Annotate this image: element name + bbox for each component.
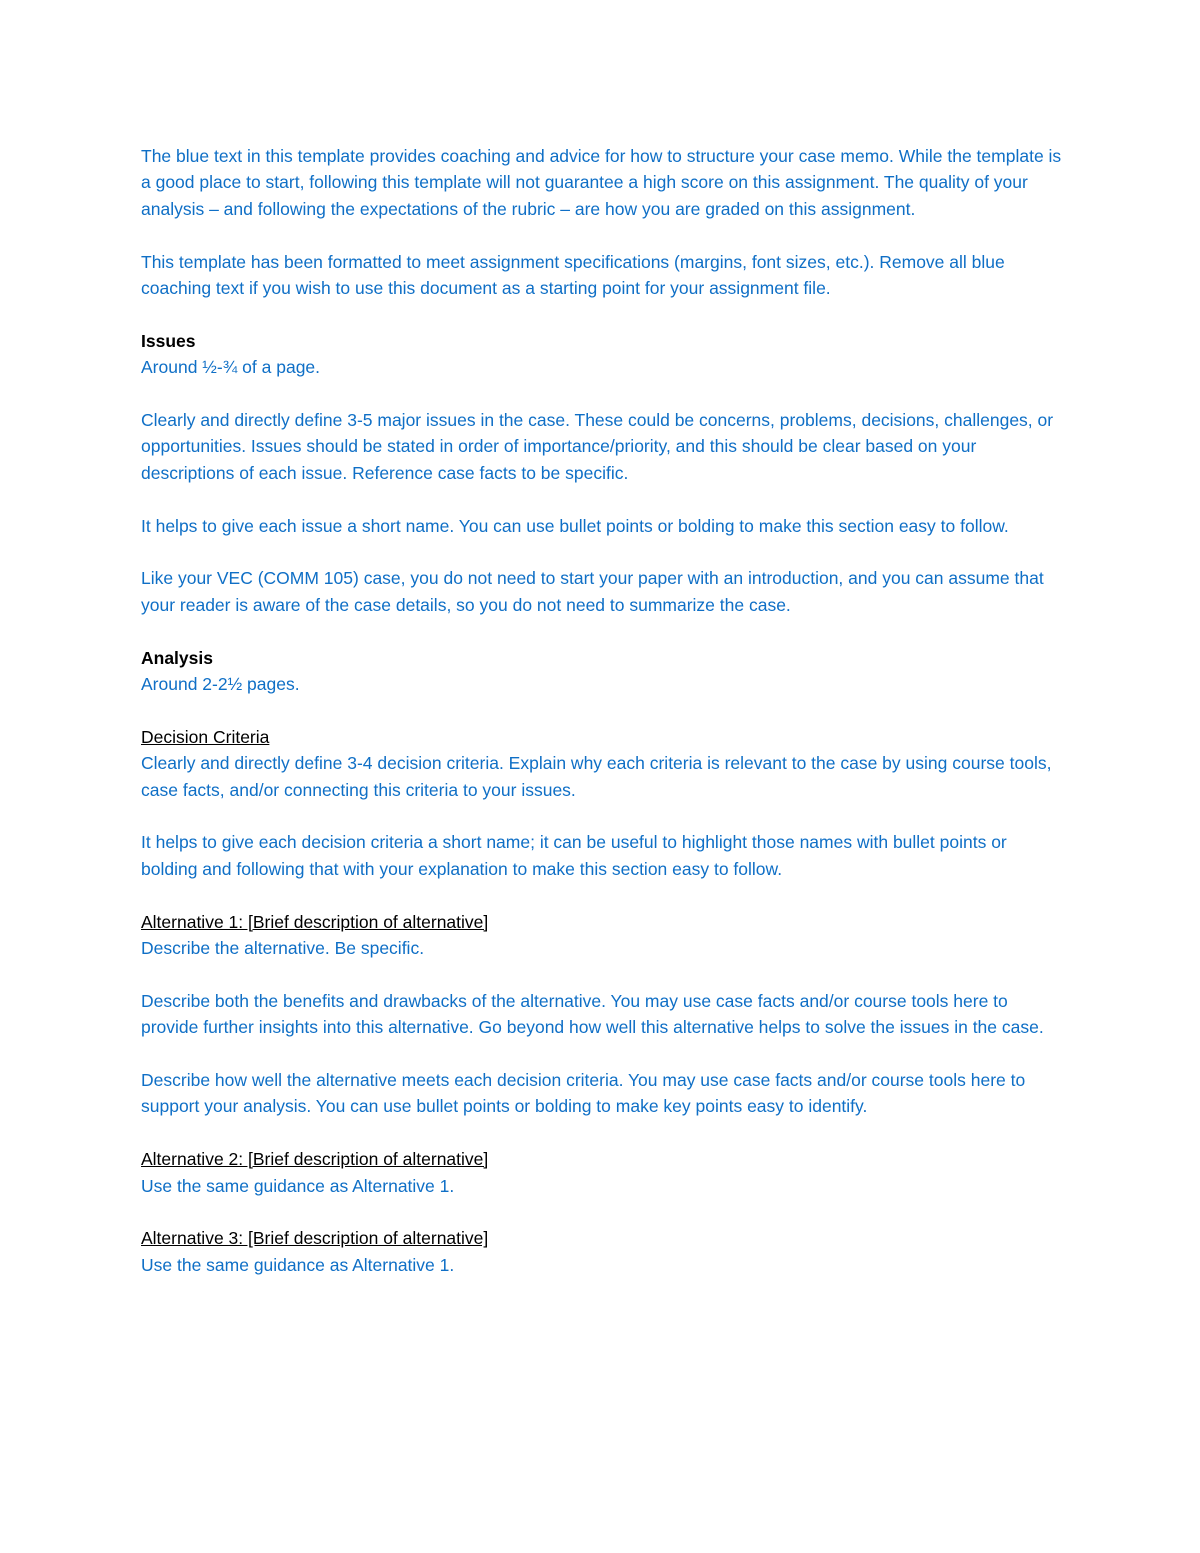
spacer [141,1041,1066,1067]
issues-heading: Issues [141,330,196,351]
document-page [141,143,1066,1278]
alternative-2-paragraph-1: Use the same guidance as Alternative 1. [141,1175,455,1196]
spacer [141,618,1066,644]
alternative-1-heading: Alternative 1: [Brief description of alternative] [141,911,489,932]
spacer [141,1199,1066,1225]
alternative-2-heading: Alternative 2: [Brief description of alternative] [141,1149,489,1170]
analysis-length: Around 2-2½ pages. [141,674,300,695]
spacer [141,1120,1066,1146]
alternative-1-paragraph-2: Describe both the benefits and drawbacks of the alternative. You may use case facts and/or course tools here to provide further insights into this alternative. Go beyond how well this alternative helps to solve the issues in the case. [141,990,1044,1038]
spacer [141,301,1066,327]
alternative-3-heading: Alternative 3: [Brief description of alternative] [141,1228,489,1249]
spacer [141,961,1066,987]
intro-paragraph-1: The blue text in this template provides coaching and advice for how to structure your case memo. While the template is a good place to start, following this template will not guarantee a high score on this assignment. The quality of your analysis – and following the expectations of the rubric – are how you are graded on this assignment. [141,146,1062,219]
spacer [141,222,1066,248]
analysis-heading: Analysis [141,647,213,668]
alternative-1-paragraph-3: Describe how well the alternative meets each decision criteria. You may use case facts and/or course tools here to support your analysis. You can use bullet points or bolding to make key points easy to identify. [141,1070,1026,1117]
spacer [141,882,1066,908]
issues-paragraph-1: Clearly and directly define 3-5 major issues in the case. These could be concerns, problems, decisions, challenges, or opportunities. Issues should be stated in order of importance/priority, and this should be clear based on your descriptions of each issue. Reference case facts to be specific. [141,410,1054,483]
issues-paragraph-3: Like your VEC (COMM 105) case, you do not need to start your paper with an introduction, and you can assume that your reader is aware of the case details, so you do not need to summarize the case. [141,568,1044,615]
alternative-3-paragraph-1: Use the same guidance as Alternative 1. [141,1254,455,1275]
decision-criteria-heading: Decision Criteria [141,726,270,747]
issues-paragraph-2: It helps to give each issue a short name. You can use bullet points or bolding to make this section easy to follow. [141,515,1009,536]
decision-criteria-paragraph-2: It helps to give each decision criteria a short name; it can be useful to highlight those names with bullet points or bolding and following that with your explanation to make this section easy to follow. [141,832,1007,879]
spacer [141,539,1066,565]
spacer [141,381,1066,407]
spacer [141,803,1066,829]
spacer [141,486,1066,512]
spacer [141,697,1066,723]
alternative-1-paragraph-1: Describe the alternative. Be specific. [141,938,425,959]
decision-criteria-paragraph-1: Clearly and directly define 3-4 decision criteria. Explain why each criteria is relevant to the case by using course tools, case facts, and/or connecting this criteria to your issues. [141,753,1052,800]
intro-paragraph-2: This template has been formatted to meet assignment specifications (margins, font sizes, etc.). Remove all blue coaching text if you wish to use this document as a starting point for your assignment file. [141,251,1005,299]
issues-length: Around ½-¾ of a page. [141,357,321,378]
